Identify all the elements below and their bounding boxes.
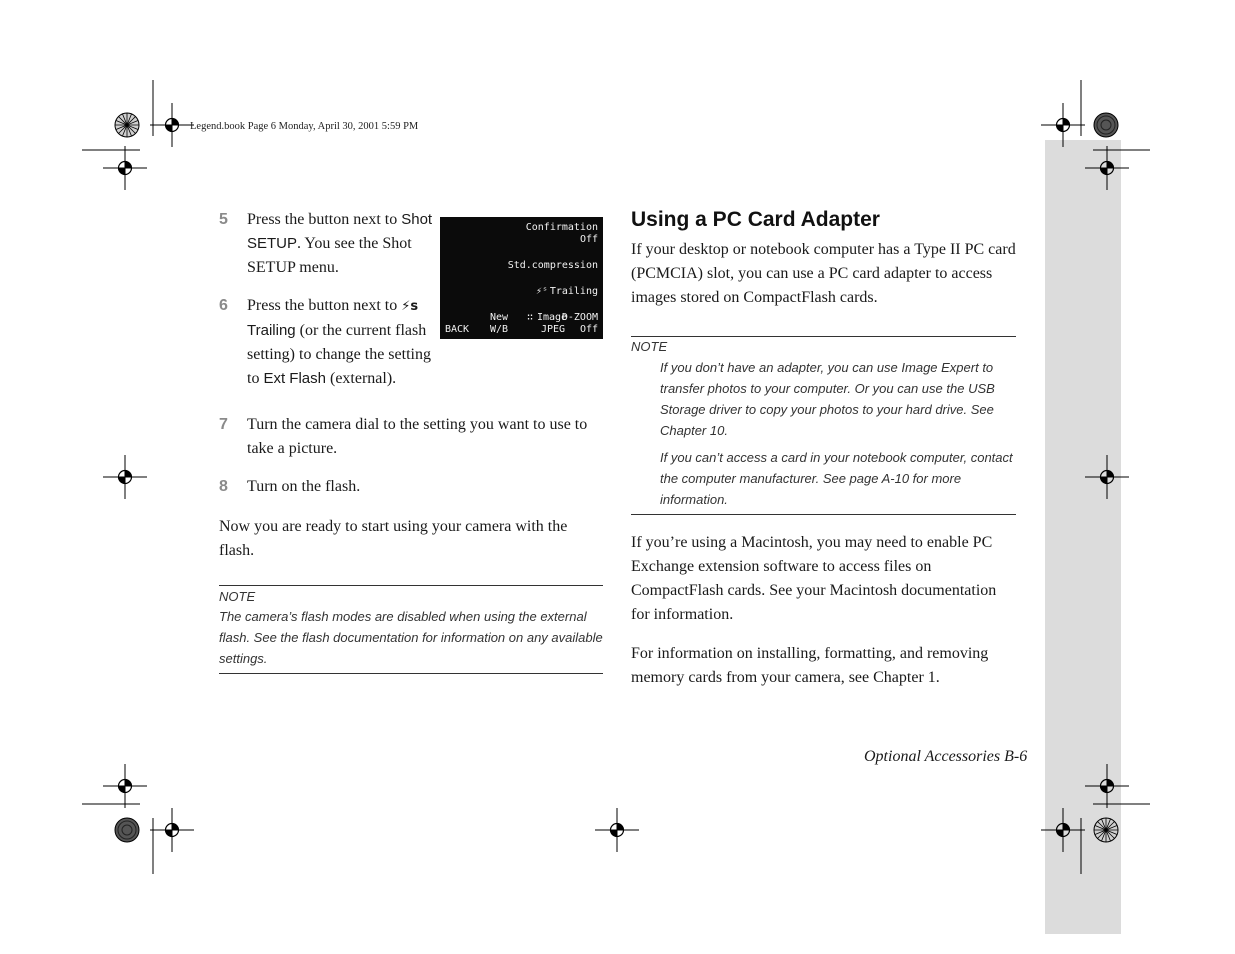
lcd-back: BACK: [445, 324, 470, 335]
ready-paragraph: Now you are ready to start using your camera with the flash.: [219, 518, 568, 559]
flash-trailing-icon: ⚡s: [401, 299, 419, 314]
left-note-box: [219, 585, 603, 674]
step-7: 7 Turn the camera dial to the setting you want to use to take a picture.: [219, 413, 603, 461]
ui-term-trailing: Trailing: [247, 322, 296, 339]
step-8: 8 Turn on the flash.: [219, 475, 603, 499]
note-paragraph-2: If you can’t access a card in your notebook computer, contact the computer manufacturer. See page A-10 for more information.: [660, 450, 1013, 507]
lcd-confirmation: Confirmation: [525, 222, 598, 233]
intro-paragraph: If your desktop or notebook computer has a Type II PC card (PCMCIA) slot, you can use a PC card adapter to access images stored on CompactFlash cards.: [631, 241, 1016, 306]
step-number: 5: [219, 211, 228, 228]
ui-term-ext-flash: Ext Flash: [263, 370, 326, 387]
section-heading: Using a PC Card Adapter: [631, 208, 880, 231]
macintosh-paragraph: If you’re using a Macintosh, you may need to enable PC Exchange extension software to access files on CompactFlash cards. See your Macintosh documentation for information.: [631, 534, 997, 623]
lcd-std-compression: Std.compression: [507, 260, 598, 271]
step-5: 5 Press the button next to Shot SETUP. You see the Shot SETUP menu.: [219, 208, 437, 280]
lcd-image-icon: ∷: [527, 312, 534, 323]
lcd-jpeg: JPEG: [541, 324, 566, 335]
note-text: The camera’s flash modes are disabled when using the external flash. See the flash documentation for information on any available settings.: [219, 609, 603, 666]
step-number: 7: [219, 416, 228, 433]
lcd-new: New: [490, 312, 509, 323]
step-6: 6 Press the button next to ⚡s Trailing (or the current flash setting) to change the setting to Ext Flash (external).: [219, 294, 437, 391]
step-number: 8: [219, 478, 228, 495]
step-number: 6: [219, 297, 228, 314]
lcd-dzoom: D-ZOOM: [561, 312, 598, 323]
page-footer: Optional Accessories B-6: [864, 748, 1028, 765]
ui-term-shot-setup: Shot SETUP: [247, 211, 433, 252]
note-label: NOTE: [219, 589, 256, 604]
right-note-box: [631, 336, 1016, 515]
lcd-off-2: Off: [579, 324, 598, 335]
lcd-image: Image: [537, 312, 568, 323]
lcd-flash-icon: ⚡ˢ: [535, 286, 548, 297]
note-label: NOTE: [631, 339, 668, 354]
right-column: [631, 208, 1016, 690]
shot-setup-lcd-screen: [440, 217, 603, 339]
lcd-wb: W/B: [490, 324, 509, 335]
lcd-off-1: Off: [579, 234, 598, 245]
lcd-trailing: Trailing: [549, 286, 598, 297]
memory-card-paragraph: For information on installing, formatting, and removing memory cards from your camera, see Chapter 1.: [631, 645, 989, 686]
note-paragraph-1: If you don’t have an adapter, you can use Image Expert to transfer photos to your computer. Or you can use the USB Storage driver to copy your photos to your hard drive. See Chapter 10.: [660, 360, 995, 438]
book-header-line: Legend.book Page 6 Monday, April 30, 2001 5:59 PM: [190, 121, 419, 132]
